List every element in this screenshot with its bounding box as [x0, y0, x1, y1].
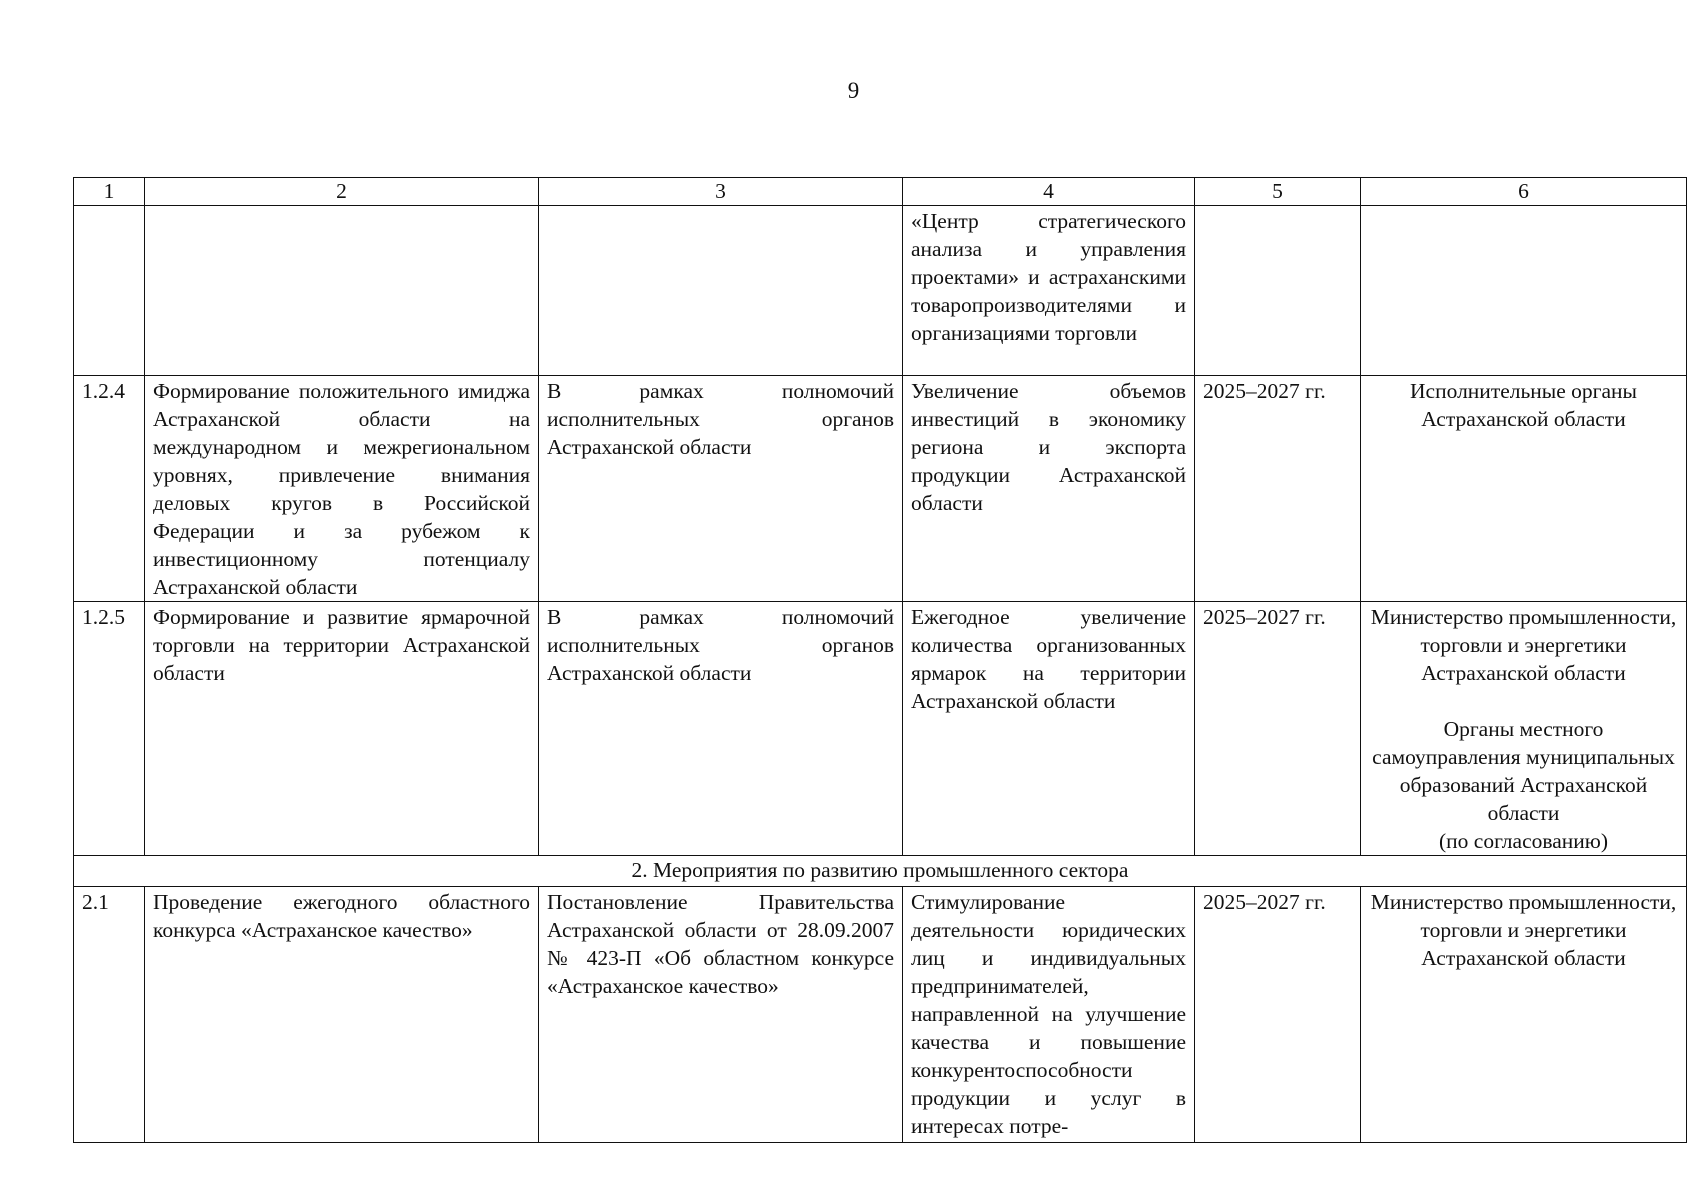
measures-table [73, 177, 1687, 1143]
row-number: 2.1 [74, 887, 145, 1143]
table-row [74, 887, 1687, 1143]
measure-executors [1361, 602, 1687, 856]
continuation-result: «Центр стратегического анализа и управления проектами» и астраханскими товаропроизводителями и организациями торговли [903, 206, 1195, 376]
measure-name: Проведение ежегодного областного конкурса «Астраханское качество» [145, 887, 539, 1143]
measure-executors [1361, 376, 1687, 602]
header-col-6: 6 [1361, 178, 1687, 206]
measure-executors [1361, 887, 1687, 1143]
header-col-5: 5 [1195, 178, 1361, 206]
measure-result: Ежегодное увеличение количества организованных ярмарок на территории Астраханской области [903, 602, 1195, 856]
header-col-3: 3 [539, 178, 903, 206]
section-row [74, 856, 1687, 887]
section-title: 2. Мероприятия по развитию промышленного сектора [74, 856, 1687, 887]
executor-note: (по согласованию) [1438, 829, 1609, 853]
row-number: 1.2.4 [74, 376, 145, 602]
measure-period: 2025–2027 гг. [1195, 887, 1361, 1143]
measure-basis: В рамках полномочий исполнительных органов Астраханской области [539, 602, 903, 856]
measure-name: Формирование положительного имиджа Астраханской области на международном и межрегиональном уровнях, привлечение внимания деловых кругов в Российской Федерации и за рубежом к инвестиционному потенциалу Астраханской области [145, 376, 539, 602]
continuation-row [74, 206, 1687, 376]
header-col-4: 4 [903, 178, 1195, 206]
row-number: 1.2.5 [74, 602, 145, 856]
measure-basis: Постановление Правительства Астраханской области от 28.09.2007 № 423-П «Об областном конкурсе «Астраханское качество» [539, 887, 903, 1143]
table-row [74, 602, 1687, 856]
measure-basis: В рамках полномочий исполнительных органов Астраханской области [539, 376, 903, 602]
header-col-2: 2 [145, 178, 539, 206]
measure-period: 2025–2027 гг. [1195, 376, 1361, 602]
measure-result: Стимулирование деятельности юридических лиц и индивидуальных предпринимателей, направленной на улучшение качества и повышение конкурентоспособности продукции и услуг в интересах потре- [903, 887, 1195, 1143]
executor: Исполнительные органы Астраханской области [1410, 379, 1637, 431]
measure-result: Увеличение объемов инвестиций в экономику региона и экспорта продукции Астраханской области [903, 376, 1195, 602]
header-row [74, 178, 1687, 206]
table-row [74, 376, 1687, 602]
page-number: 9 [847, 78, 860, 103]
executor: Министерство промышленности, торговли и энергетики Астраханской области [1370, 890, 1677, 970]
measure-name: Формирование и развитие ярмарочной торговли на территории Астраханской области [145, 602, 539, 856]
header-col-1: 1 [74, 178, 145, 206]
executor: Органы местного самоуправления муниципальных образований Астраханской области [1372, 717, 1675, 825]
executor: Министерство промышленности, торговли и энергетики Астраханской области [1370, 605, 1677, 685]
measure-period: 2025–2027 гг. [1195, 602, 1361, 856]
